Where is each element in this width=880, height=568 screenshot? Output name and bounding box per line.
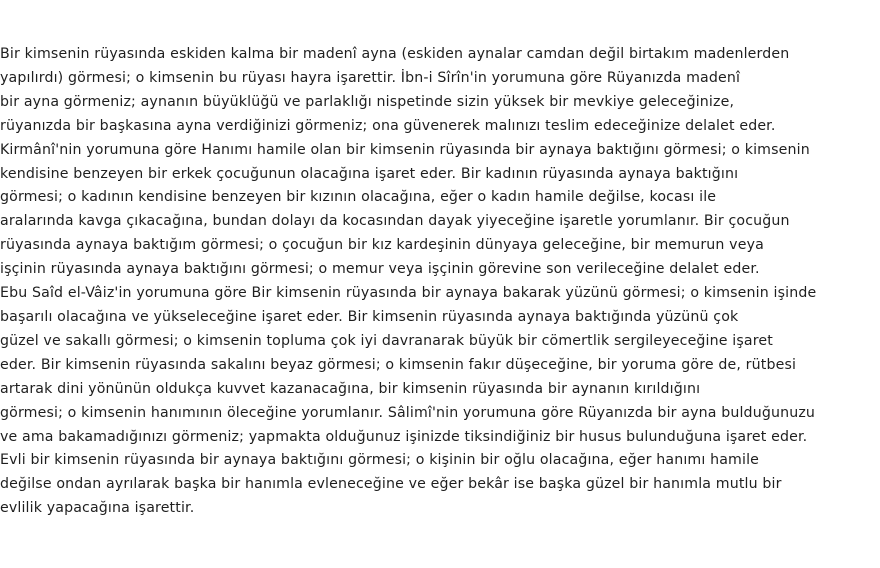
text-line: bir ayna görmeniz; aynanın büyüklüğü ve parlaklığı nispetinde sizin yüksek bir mevkiye geleceğinize, xyxy=(0,93,735,110)
text-line: ve ama bakamadığınızı görmeniz; yapmakta olduğunuz işinizde tiksindiğiniz bir husus bulunduğuna işaret eder. xyxy=(0,428,808,445)
article-body xyxy=(0,43,878,521)
text-line: görmesi; o kadının kendisine benzeyen bir kızının olacağına, eğer o kadın hamile değilse, kocası ile xyxy=(0,189,717,206)
text-line: rüyanızda bir başkasına ayna verdiğinizi görmeniz; ona güvenerek malınızı teslim edeceğinize delalet eder. xyxy=(0,117,776,134)
text-line: Ebu Saîd el-Vâiz'in yorumuna göre Bir kimsenin rüyasında bir aynaya bakarak yüzünü görmesi; o kimsenin işinde xyxy=(0,285,817,302)
text-line: başarılı olacağına ve yükseleceğine işaret eder. Bir kimsenin rüyasında aynaya baktığında yüzünü çok xyxy=(0,308,739,325)
text-line: Bir kimsenin rüyasında eskiden kalma bir madenî ayna (eskiden aynalar camdan değil birtakım madenlerden xyxy=(0,46,790,62)
text-line: rüyasında aynaya baktığım görmesi; o çocuğun bir kız kardeşinin dünyaya geleceğine, bir memurun veya xyxy=(0,237,764,254)
text-line: aralarında kavga çıkacağına, bundan dolayı da kocasından dayak yiyeceğine işaretle yorumlanır. Bir çocuğun xyxy=(0,213,790,230)
text-line: eder. Bir kimsenin rüyasında sakalını beyaz görmesi; o kimsenin fakır düşeceğine, bir yoruma göre de, rütbesi xyxy=(0,356,797,373)
text-line: güzel ve sakallı görmesi; o kimsenin topluma çok iyi davranarak büyük bir cömertlik sergileyeceğine işaret xyxy=(0,332,773,349)
text-line: Evli bir kimsenin rüyasında bir aynaya baktığını görmesi; o kişinin bir oğlu olacağına, eğer hanımı hamile xyxy=(0,452,760,469)
text-line: görmesi; o kimsenin hanımının öleceğine yorumlanır. Sâlimî'nin yorumuna göre Rüyanızda bir ayna bulduğunuzu xyxy=(0,404,816,421)
text-line: değilse ondan ayrılarak başka bir hanımla evleneceğine ve eğer bekâr ise başka güzel bir hanımla mutlu bir xyxy=(0,476,782,493)
text-line: kendisine benzeyen bir erkek çocuğunun olacağına işaret eder. Bir kadının rüyasında aynaya baktığını xyxy=(0,165,739,182)
text-line: yapılırdı) görmesi; o kimsenin bu rüyası hayra işarettir. İbn-i Sîrîn'in yorumuna göre Rüyanızda madenî xyxy=(0,69,741,86)
text-line: işçinin rüyasında aynaya baktığını görmesi; o memur veya işçinin görevine son verileceğine delalet eder. xyxy=(0,261,760,278)
text-line: Kirmânî'nin yorumuna göre Hanımı hamile olan bir kimsenin rüyasında bir aynaya baktığını görmesi; o kimsenin xyxy=(0,141,810,158)
text-line: artarak dini yönünün oldukça kuvvet kazanacağına, bir kimsenin rüyasında bir aynanın kırıldığını xyxy=(0,380,701,397)
text-line: evlilik yapacağına işarettir. xyxy=(0,500,195,517)
